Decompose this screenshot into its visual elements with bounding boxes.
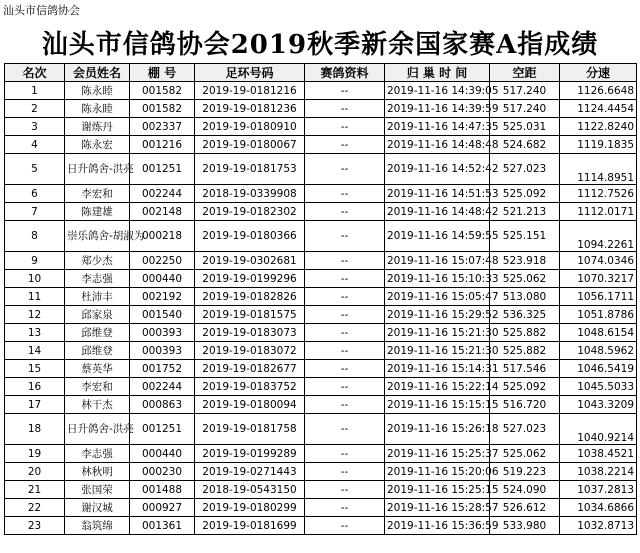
- distance-cell: 517.240: [490, 82, 560, 100]
- pigeon-info-cell: --: [305, 154, 385, 185]
- speed-cell: 1048.6154: [560, 324, 637, 342]
- ring-cell: 2019-19-0180094: [195, 396, 305, 414]
- table-header-row: [5, 64, 637, 82]
- rank-cell: 18: [5, 414, 65, 445]
- loft-cell: 001488: [130, 481, 195, 499]
- arrival-time-cell: 2019-11-16 15:05:47: [385, 288, 490, 306]
- member-name-cell: 陈永睦: [65, 82, 130, 100]
- rank-cell: 13: [5, 324, 65, 342]
- table-row: [5, 445, 637, 463]
- arrival-time-cell: 2019-11-16 15:15:15: [385, 396, 490, 414]
- table-row: [5, 136, 637, 154]
- arrival-time-cell: 2019-11-16 15:10:33: [385, 270, 490, 288]
- arrival-time-cell: 2019-11-16 15:36:59: [385, 517, 490, 535]
- pigeon-info-cell: --: [305, 306, 385, 324]
- pigeon-info-cell: --: [305, 221, 385, 252]
- distance-cell: 521.213: [490, 203, 560, 221]
- table-row: [5, 517, 637, 535]
- rank-cell: 1: [5, 82, 65, 100]
- distance-cell: 517.546: [490, 360, 560, 378]
- loft-cell: 001540: [130, 306, 195, 324]
- ring-cell: 2018-19-0339908: [195, 185, 305, 203]
- speed-cell: 1119.1835: [560, 136, 637, 154]
- member-name-cell: 李志强: [65, 270, 130, 288]
- results-table: [4, 63, 637, 535]
- table-row: [5, 499, 637, 517]
- speed-cell: 1094.2261: [560, 221, 637, 252]
- ring-cell: 2019-19-0199289: [195, 445, 305, 463]
- distance-cell: 525.151: [490, 221, 560, 252]
- member-name-cell: 邱家泉: [65, 306, 130, 324]
- arrival-time-cell: 2019-11-16 14:51:53: [385, 185, 490, 203]
- distance-cell: 525.062: [490, 270, 560, 288]
- arrival-time-cell: 2019-11-16 15:21:30: [385, 324, 490, 342]
- speed-cell: 1048.5962: [560, 342, 637, 360]
- header-rank: 名次: [5, 64, 65, 82]
- member-name-cell: 陈建雄: [65, 203, 130, 221]
- pigeon-info-cell: --: [305, 270, 385, 288]
- speed-cell: 1074.0346: [560, 252, 637, 270]
- distance-cell: 524.682: [490, 136, 560, 154]
- loft-cell: 000863: [130, 396, 195, 414]
- distance-cell: 516.720: [490, 396, 560, 414]
- ring-cell: 2019-19-0182677: [195, 360, 305, 378]
- arrival-time-cell: 2019-11-16 14:39:05: [385, 82, 490, 100]
- member-name-cell: 林干杰: [65, 396, 130, 414]
- distance-cell: 525.882: [490, 324, 560, 342]
- loft-cell: 000218: [130, 221, 195, 252]
- pigeon-info-cell: --: [305, 82, 385, 100]
- distance-cell: 526.612: [490, 499, 560, 517]
- member-name-cell: 邱维登: [65, 324, 130, 342]
- header-member-name: 会员姓名: [65, 64, 130, 82]
- table-row: [5, 324, 637, 342]
- table-row: [5, 221, 637, 252]
- table-row: [5, 288, 637, 306]
- pigeon-info-cell: --: [305, 324, 385, 342]
- member-name-cell: 陈永睦: [65, 100, 130, 118]
- pigeon-info-cell: --: [305, 378, 385, 396]
- pigeon-info-cell: --: [305, 414, 385, 445]
- arrival-time-cell: 2019-11-16 15:14:31: [385, 360, 490, 378]
- arrival-time-cell: 2019-11-16 15:22:14: [385, 378, 490, 396]
- speed-cell: 1112.7526: [560, 185, 637, 203]
- loft-cell: 000440: [130, 270, 195, 288]
- pigeon-info-cell: --: [305, 100, 385, 118]
- speed-cell: 1070.3217: [560, 270, 637, 288]
- pigeon-info-cell: --: [305, 203, 385, 221]
- speed-cell: 1040.9214: [560, 414, 637, 445]
- member-name-cell: 崇乐鸽舍-胡淑为: [65, 221, 130, 252]
- ring-cell: 2019-19-0180910: [195, 118, 305, 136]
- arrival-time-cell: 2019-11-16 15:07:48: [385, 252, 490, 270]
- distance-cell: 525.031: [490, 118, 560, 136]
- loft-cell: 001251: [130, 414, 195, 445]
- loft-cell: 002250: [130, 252, 195, 270]
- rank-cell: 11: [5, 288, 65, 306]
- header-speed: 分速: [560, 64, 637, 82]
- pigeon-info-cell: --: [305, 252, 385, 270]
- rank-cell: 19: [5, 445, 65, 463]
- arrival-time-cell: 2019-11-16 14:52:42: [385, 154, 490, 185]
- table-row: [5, 414, 637, 445]
- table-row: [5, 378, 637, 396]
- loft-cell: 001251: [130, 154, 195, 185]
- ring-cell: 2019-19-0180067: [195, 136, 305, 154]
- distance-cell: 527.023: [490, 414, 560, 445]
- loft-cell: 000927: [130, 499, 195, 517]
- loft-cell: 000230: [130, 463, 195, 481]
- distance-cell: 525.092: [490, 185, 560, 203]
- arrival-time-cell: 2019-11-16 15:25:15: [385, 481, 490, 499]
- speed-cell: 1038.4521: [560, 445, 637, 463]
- member-name-cell: 日升鸽舍-洪亮: [65, 414, 130, 445]
- speed-cell: 1043.3209: [560, 396, 637, 414]
- ring-cell: 2019-19-0180366: [195, 221, 305, 252]
- rank-cell: 2: [5, 100, 65, 118]
- speed-cell: 1056.1711: [560, 288, 637, 306]
- rank-cell: 9: [5, 252, 65, 270]
- distance-cell: 536.325: [490, 306, 560, 324]
- pigeon-info-cell: --: [305, 360, 385, 378]
- ring-cell: 2019-19-0181236: [195, 100, 305, 118]
- rank-cell: 3: [5, 118, 65, 136]
- rank-cell: 22: [5, 499, 65, 517]
- loft-cell: 000393: [130, 342, 195, 360]
- member-name-cell: 邱维登: [65, 342, 130, 360]
- arrival-time-cell: 2019-11-16 14:48:48: [385, 136, 490, 154]
- pigeon-info-cell: --: [305, 445, 385, 463]
- pigeon-info-cell: --: [305, 481, 385, 499]
- loft-cell: 001582: [130, 100, 195, 118]
- arrival-time-cell: 2019-11-16 15:25:37: [385, 445, 490, 463]
- pigeon-info-cell: --: [305, 185, 385, 203]
- speed-cell: 1032.8713: [560, 517, 637, 535]
- arrival-time-cell: 2019-11-16 14:39:59: [385, 100, 490, 118]
- pigeon-info-cell: --: [305, 396, 385, 414]
- distance-cell: 523.918: [490, 252, 560, 270]
- header-arrival-time: 归 巢 时 间: [385, 64, 490, 82]
- arrival-time-cell: 2019-11-16 15:20:06: [385, 463, 490, 481]
- distance-cell: 519.223: [490, 463, 560, 481]
- loft-cell: 001361: [130, 517, 195, 535]
- header-loft-number: 棚 号: [130, 64, 195, 82]
- rank-cell: 8: [5, 221, 65, 252]
- member-name-cell: 李宏和: [65, 185, 130, 203]
- header-ring-number: 足环号码: [195, 64, 305, 82]
- table-row: [5, 82, 637, 100]
- loft-cell: 002337: [130, 118, 195, 136]
- ring-cell: 2019-19-0183073: [195, 324, 305, 342]
- rank-cell: 4: [5, 136, 65, 154]
- table-row: [5, 203, 637, 221]
- rank-cell: 15: [5, 360, 65, 378]
- arrival-time-cell: 2019-11-16 15:26:18: [385, 414, 490, 445]
- speed-cell: 1124.4454: [560, 100, 637, 118]
- ring-cell: 2019-19-0181575: [195, 306, 305, 324]
- member-name-cell: 张国荣: [65, 481, 130, 499]
- speed-cell: 1046.5419: [560, 360, 637, 378]
- pigeon-info-cell: --: [305, 118, 385, 136]
- table-row: [5, 185, 637, 203]
- table-row: [5, 100, 637, 118]
- page-title: 汕头市信鸽协会2019秋季新余国家赛A指成绩: [41, 30, 599, 60]
- ring-cell: 2019-19-0182302: [195, 203, 305, 221]
- speed-cell: 1038.2214: [560, 463, 637, 481]
- header-pigeon-info: 赛鸽资料: [305, 64, 385, 82]
- loft-cell: 001752: [130, 360, 195, 378]
- ring-cell: 2019-19-0180299: [195, 499, 305, 517]
- member-name-cell: 谢汉城: [65, 499, 130, 517]
- ring-cell: 2019-19-0183752: [195, 378, 305, 396]
- table-row: [5, 252, 637, 270]
- loft-cell: 002244: [130, 378, 195, 396]
- table-row: [5, 360, 637, 378]
- arrival-time-cell: 2019-11-16 15:28:57: [385, 499, 490, 517]
- loft-cell: 000393: [130, 324, 195, 342]
- table-row: [5, 342, 637, 360]
- loft-cell: 001216: [130, 136, 195, 154]
- loft-cell: 001582: [130, 82, 195, 100]
- table-row: [5, 154, 637, 185]
- ring-cell: 2019-19-0183072: [195, 342, 305, 360]
- speed-cell: 1051.8786: [560, 306, 637, 324]
- ring-cell: 2019-19-0302681: [195, 252, 305, 270]
- ring-cell: 2019-19-0182826: [195, 288, 305, 306]
- rank-cell: 5: [5, 154, 65, 185]
- pigeon-info-cell: --: [305, 463, 385, 481]
- speed-cell: 1126.6648: [560, 82, 637, 100]
- distance-cell: 525.092: [490, 378, 560, 396]
- rank-cell: 6: [5, 185, 65, 203]
- member-name-cell: 杜沛丰: [65, 288, 130, 306]
- speed-cell: 1045.5033: [560, 378, 637, 396]
- table-row: [5, 306, 637, 324]
- distance-cell: 527.023: [490, 154, 560, 185]
- member-name-cell: 谢炼丹: [65, 118, 130, 136]
- ring-cell: 2018-19-0543150: [195, 481, 305, 499]
- arrival-time-cell: 2019-11-16 14:47:35: [385, 118, 490, 136]
- distance-cell: 524.090: [490, 481, 560, 499]
- member-name-cell: 日升鸽舍-洪亮: [65, 154, 130, 185]
- speed-cell: 1114.8951: [560, 154, 637, 185]
- ring-cell: 2019-19-0181753: [195, 154, 305, 185]
- speed-cell: 1034.6866: [560, 499, 637, 517]
- ring-cell: 2019-19-0181758: [195, 414, 305, 445]
- member-name-cell: 蔡英华: [65, 360, 130, 378]
- ring-cell: 2019-19-0199296: [195, 270, 305, 288]
- table-row: [5, 270, 637, 288]
- pigeon-info-cell: --: [305, 342, 385, 360]
- rank-cell: 10: [5, 270, 65, 288]
- rank-cell: 7: [5, 203, 65, 221]
- distance-cell: 533.980: [490, 517, 560, 535]
- rank-cell: 21: [5, 481, 65, 499]
- loft-cell: 002148: [130, 203, 195, 221]
- distance-cell: 517.240: [490, 100, 560, 118]
- arrival-time-cell: 2019-11-16 14:48:42: [385, 203, 490, 221]
- ring-cell: 2019-19-0271443: [195, 463, 305, 481]
- table-row: [5, 118, 637, 136]
- org-tag: 汕头市信鸽协会: [3, 4, 80, 17]
- loft-cell: 002244: [130, 185, 195, 203]
- member-name-cell: 李宏和: [65, 378, 130, 396]
- loft-cell: 000440: [130, 445, 195, 463]
- pigeon-info-cell: --: [305, 499, 385, 517]
- pigeon-info-cell: --: [305, 288, 385, 306]
- pigeon-info-cell: --: [305, 517, 385, 535]
- table-row: [5, 463, 637, 481]
- rank-cell: 14: [5, 342, 65, 360]
- loft-cell: 002192: [130, 288, 195, 306]
- member-name-cell: 陈永宏: [65, 136, 130, 154]
- table-row: [5, 396, 637, 414]
- arrival-time-cell: 2019-11-16 14:59:55: [385, 221, 490, 252]
- speed-cell: 1112.0171: [560, 203, 637, 221]
- table-body: [5, 82, 637, 535]
- rank-cell: 23: [5, 517, 65, 535]
- rank-cell: 12: [5, 306, 65, 324]
- distance-cell: 525.882: [490, 342, 560, 360]
- speed-cell: 1037.2813: [560, 481, 637, 499]
- table-row: [5, 481, 637, 499]
- rank-cell: 17: [5, 396, 65, 414]
- member-name-cell: 郑少杰: [65, 252, 130, 270]
- arrival-time-cell: 2019-11-16 15:29:52: [385, 306, 490, 324]
- member-name-cell: 李志强: [65, 445, 130, 463]
- member-name-cell: 翁筑绵: [65, 517, 130, 535]
- pigeon-info-cell: --: [305, 136, 385, 154]
- member-name-cell: 林秋明: [65, 463, 130, 481]
- distance-cell: 513.080: [490, 288, 560, 306]
- ring-cell: 2019-19-0181699: [195, 517, 305, 535]
- rank-cell: 20: [5, 463, 65, 481]
- rank-cell: 16: [5, 378, 65, 396]
- ring-cell: 2019-19-0181216: [195, 82, 305, 100]
- header-distance: 空距: [490, 64, 560, 82]
- distance-cell: 525.062: [490, 445, 560, 463]
- arrival-time-cell: 2019-11-16 15:21:30: [385, 342, 490, 360]
- speed-cell: 1122.8240: [560, 118, 637, 136]
